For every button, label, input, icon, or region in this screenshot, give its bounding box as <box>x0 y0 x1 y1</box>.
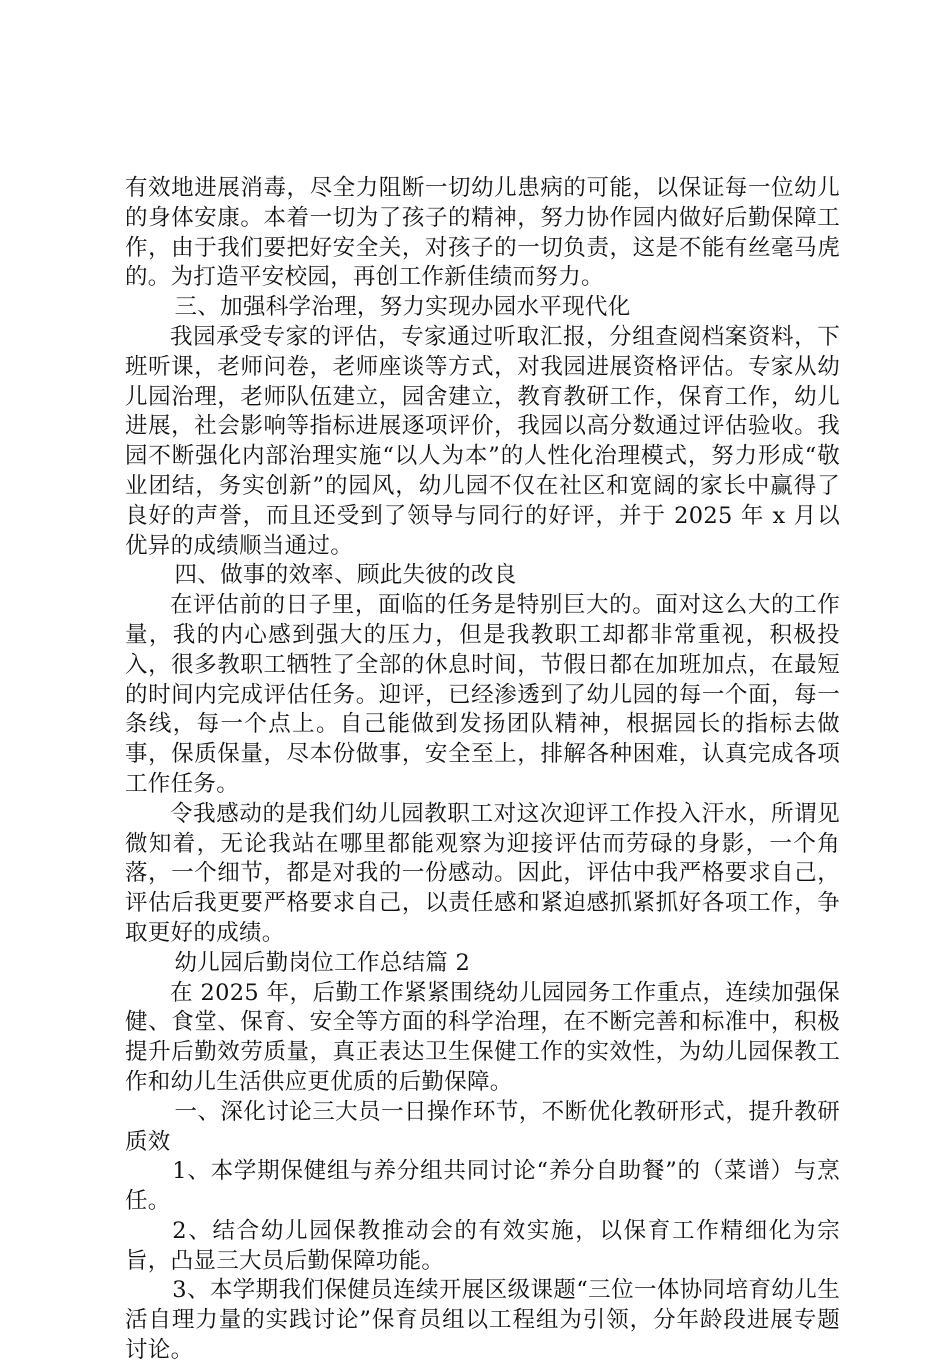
paragraph: 我园承受专家的评估，专家通过听取汇报，分组查阅档案资料，下班听课，老师问卷，老师座谈等方式，对我园进展资格评估。专家从幼儿园治理，老师队伍建立，园舍建立，教育教研工作，保育工作，幼儿进展，社会影响等指标进展逐项评价，我园以高分数通过评估验收。我园不断强化内部治理实施“以人为本”的人性化治理模式，努力形成“敬业团结，务实创新”的园风，幼儿园不仅在社区和宽阔的家长中赢得了良好的声誉，而且还受到了领导与同行的好评，并于 2025 年 x 月以优异的成绩顺当通过。 <box>125 323 840 559</box>
paragraph: 令我感动的是我们幼儿园教职工对这次迎评工作投入汗水，所谓见微知着，无论我站在哪里都能观察为迎接评估而劳碌的身影，一个角落，一个细节，都是对我的一份感动。因此，评估中我严格要求自己，评估后我更要严格要求自己，以责任感和紧迫感抓紧抓好各项工作，争取更好的成绩。 <box>125 800 840 946</box>
document-page <box>125 174 840 1366</box>
paragraph: 在评估前的日子里，面临的任务是特别巨大的。面对这么大的工作量，我的内心感到强大的压力，但是我教职工却都非常重视，积极投入，很多教职工牺牲了全部的休息时间，节假日都在加班加点，在最短的时间内完成评估任务。迎评，已经渗透到了幼儿园的每一个面，每一条线，每一个点上。自己能做到发扬团队精神，根据园长的指标去做事，保质保量，尽本份做事，安全至上，排解各种困难，认真完成各项工作任务。 <box>125 592 840 797</box>
article-title: 幼儿园后勤岗位工作总结篇 2 <box>174 949 471 976</box>
section-heading: 四、做事的效率、顾此失彼的改良 <box>174 562 517 589</box>
list-item: 3、本学期我们保健员连续开展区级课题“三位一体协同培育幼儿生活自理力量的实践讨论”保育员组以工程组为引领，分年龄段进展专题讨论。 <box>125 1277 840 1364</box>
paragraph: 有效地进展消毒，尽全力阻断一切幼儿患病的可能，以保证每一位幼儿的身体安康。本着一切为了孩子的精神，努力协作园内做好后勤保障工作，由于我们要把好安全关，对孩子的一切负责，这是不能有丝毫马虎的。为打造平安校园，再创工作新佳绩而努力。 <box>125 175 840 291</box>
list-item: 2、结合幼儿园保教推动会的有效实施，以保育工作精细化为宗旨，凸显三大员后勤保障功能。 <box>125 1217 840 1274</box>
section-heading: 一、深化讨论三大员一日操作环节，不断优化教研形式，提升教研质效 <box>125 1098 840 1155</box>
paragraph: 在 2025 年，后勤工作紧紧围绕幼儿园园务工作重点，连续加强保健、食堂、保育、安全等方面的科学治理，在不断完善和标准中，积极提升后勤效劳质量，真正表达卫生保健工作的实效性，为幼儿园保教工作和幼儿生活供应更优质的后勤保障。 <box>125 979 840 1095</box>
section-heading: 三、加强科学治理，努力实现办园水平现代化 <box>174 294 631 321</box>
list-item: 1、本学期保健组与养分组共同讨论“养分自助餐”的（菜谱）与烹任。 <box>125 1158 840 1215</box>
